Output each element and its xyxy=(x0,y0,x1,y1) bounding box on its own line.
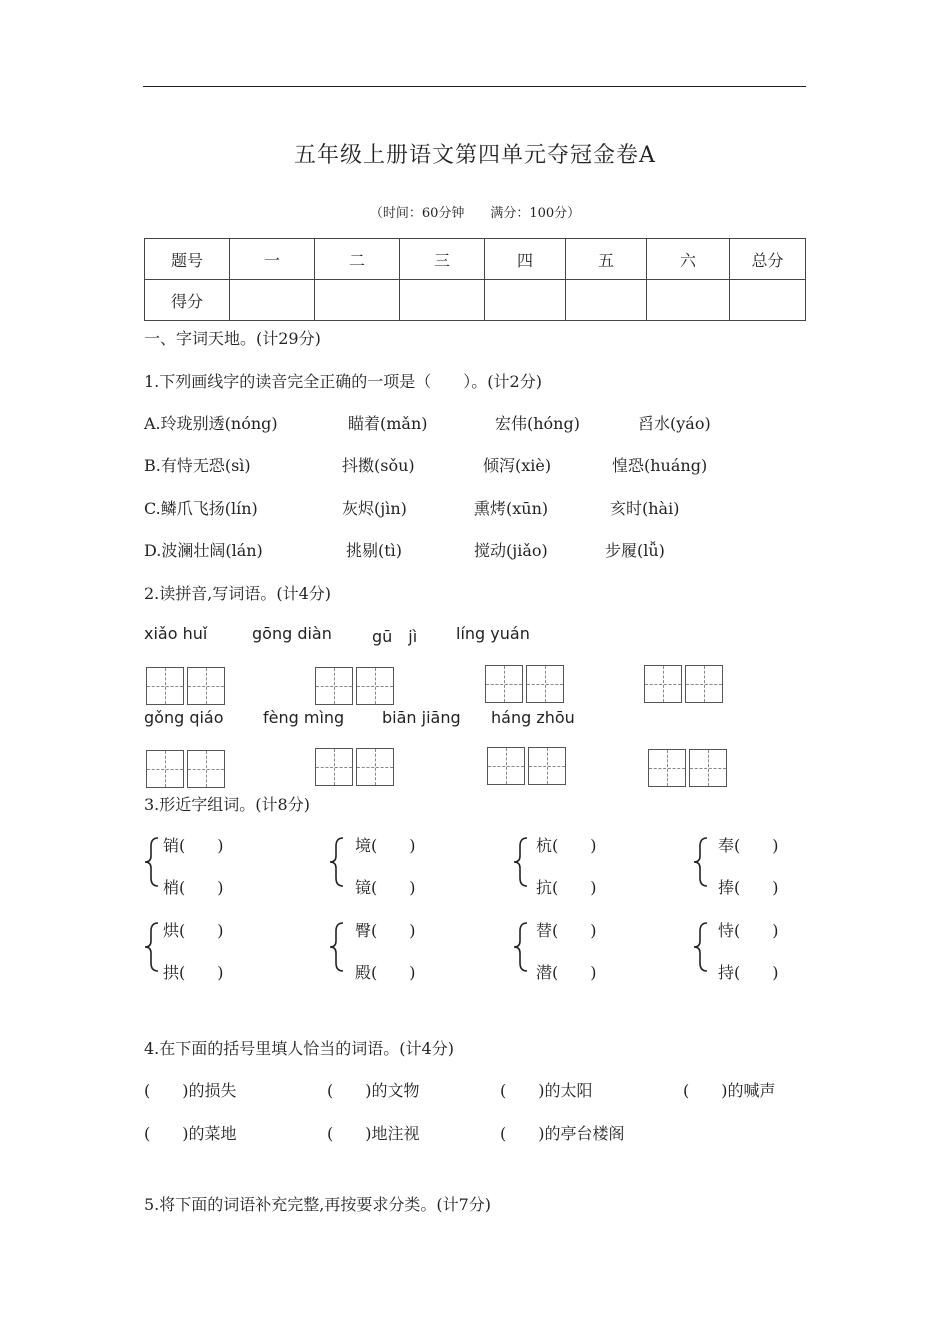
option-word: 惶恐(huáng) xyxy=(612,456,708,475)
header-rule xyxy=(143,86,806,87)
pinyin-label: biān jiāng xyxy=(382,708,461,727)
brace-icon xyxy=(692,921,710,973)
option-d[interactable]: D.波澜壮阔(lán) xyxy=(144,541,263,560)
char-blank[interactable]: 替( ) xyxy=(536,921,597,940)
char-blank[interactable]: 杭( ) xyxy=(536,836,597,855)
char-pair xyxy=(536,910,597,994)
char-blank[interactable]: 梢( ) xyxy=(163,878,224,897)
table-cell: 五 xyxy=(566,239,647,280)
fill-blank-item[interactable]: ( )的文物 xyxy=(327,1081,420,1100)
writing-grid[interactable] xyxy=(648,749,730,787)
brace-icon xyxy=(692,836,710,888)
option-word: 舀水(yáo) xyxy=(638,414,711,433)
question-5-stem: 5.将下面的词语补充完整,再按要求分类。(计7分) xyxy=(144,1195,492,1214)
writing-grid[interactable] xyxy=(485,665,567,703)
pinyin-label: gōng diàn xyxy=(252,624,332,643)
option-word: 搅动(jiǎo) xyxy=(474,541,548,560)
brace-icon xyxy=(328,921,346,973)
char-pair xyxy=(718,825,779,909)
section-heading: 一、字词天地。(计29分) xyxy=(144,329,321,348)
table-cell: 四 xyxy=(485,239,566,280)
option-b[interactable]: B.有恃无恐(sì) xyxy=(144,456,251,475)
char-pair xyxy=(718,910,779,994)
pinyin-label: háng zhōu xyxy=(491,708,575,727)
option-word: 宏伟(hóng) xyxy=(495,414,580,433)
option-word: 亥时(hài) xyxy=(610,499,680,518)
score-input-cell[interactable] xyxy=(566,280,647,321)
char-pair xyxy=(355,825,416,909)
question-3-stem: 3.形近字组词。(计8分) xyxy=(144,795,310,814)
writing-grid[interactable] xyxy=(146,750,228,788)
brace-icon xyxy=(328,836,346,888)
option-word: 瞄着(mǎn) xyxy=(348,414,428,433)
char-blank[interactable]: 拱( ) xyxy=(163,963,224,982)
char-blank[interactable]: 持( ) xyxy=(718,963,779,982)
fill-blank-item[interactable]: ( )的菜地 xyxy=(144,1124,237,1143)
question-1-stem: 1.下列画线字的读音完全正确的一项是（ ）。(计2分) xyxy=(144,372,542,391)
brace-icon xyxy=(512,836,530,888)
fill-blank-item[interactable]: ( )的损失 xyxy=(144,1081,237,1100)
char-blank[interactable]: 销( ) xyxy=(163,836,224,855)
brace-icon xyxy=(143,836,161,888)
option-word: 熏烤(xūn) xyxy=(474,499,549,518)
score-input-cell[interactable] xyxy=(400,280,485,321)
writing-grid[interactable] xyxy=(315,667,397,705)
char-blank[interactable]: 臀( ) xyxy=(355,921,416,940)
pinyin-label: gū jì xyxy=(372,627,418,646)
char-blank[interactable]: 恃( ) xyxy=(718,921,779,940)
char-blank[interactable]: 奉( ) xyxy=(718,836,779,855)
option-word: 倾泻(xiè) xyxy=(483,456,552,475)
table-cell: 三 xyxy=(400,239,485,280)
char-blank[interactable]: 镜( ) xyxy=(355,878,416,897)
char-pair xyxy=(536,825,597,909)
char-pair xyxy=(355,910,416,994)
brace-icon xyxy=(512,921,530,973)
score-input-cell[interactable] xyxy=(315,280,400,321)
writing-grid[interactable] xyxy=(146,667,228,705)
pinyin-label: xiǎo huǐ xyxy=(144,624,208,643)
fill-blank-item[interactable]: ( )的亭台楼阁 xyxy=(500,1124,625,1143)
question-4-stem: 4.在下面的括号里填人恰当的词语。(计4分) xyxy=(144,1039,454,1058)
table-cell: 一 xyxy=(230,239,315,280)
char-blank[interactable]: 殿( ) xyxy=(355,963,416,982)
char-blank[interactable]: 境( ) xyxy=(355,836,416,855)
pinyin-label: líng yuán xyxy=(456,624,530,643)
exam-score: 满分：100分） xyxy=(490,206,581,221)
option-word: 抖擞(sǒu) xyxy=(342,456,415,475)
score-table xyxy=(144,238,806,321)
writing-grid[interactable] xyxy=(487,747,569,785)
score-table-header-row xyxy=(145,239,806,280)
brace-icon xyxy=(143,921,161,973)
table-cell: 六 xyxy=(647,239,730,280)
score-input-cell[interactable] xyxy=(647,280,730,321)
char-blank[interactable]: 潜( ) xyxy=(536,963,597,982)
option-word: 挑剔(tì) xyxy=(346,541,403,560)
score-input-cell[interactable] xyxy=(730,280,806,321)
fill-blank-item[interactable]: ( )地注视 xyxy=(327,1124,420,1143)
option-c[interactable]: C.鳞爪飞扬(lín) xyxy=(144,499,258,518)
char-blank[interactable]: 抗( ) xyxy=(536,878,597,897)
fill-blank-item[interactable]: ( )的太阳 xyxy=(500,1081,593,1100)
table-cell: 总分 xyxy=(730,239,806,280)
writing-grid[interactable] xyxy=(315,748,397,786)
char-blank[interactable]: 烘( ) xyxy=(163,921,224,940)
option-a[interactable]: A.玲珑别透(nóng) xyxy=(144,414,278,433)
table-cell: 得分 xyxy=(145,280,230,321)
pinyin-label: fèng mìng xyxy=(263,708,345,727)
question-2-stem: 2.读拼音,写词语。(计4分) xyxy=(144,584,332,603)
pinyin-label: gǒng qiáo xyxy=(144,708,224,727)
char-blank[interactable]: 捧( ) xyxy=(718,878,779,897)
char-pair xyxy=(163,910,224,994)
option-word: 灰烬(jìn) xyxy=(342,499,407,518)
writing-grid[interactable] xyxy=(644,665,726,703)
table-cell: 题号 xyxy=(145,239,230,280)
score-input-cell[interactable] xyxy=(230,280,315,321)
exam-info xyxy=(0,202,950,221)
char-pair xyxy=(163,825,224,909)
page-title: 五年级上册语文第四单元夺冠金卷A xyxy=(294,143,656,168)
option-word: 步履(lǚ) xyxy=(605,541,665,560)
score-table-score-row xyxy=(145,280,806,321)
score-input-cell[interactable] xyxy=(485,280,566,321)
table-cell: 二 xyxy=(315,239,400,280)
exam-time: （时间：60分钟 xyxy=(369,206,465,221)
fill-blank-item[interactable]: ( )的喊声 xyxy=(683,1081,776,1100)
